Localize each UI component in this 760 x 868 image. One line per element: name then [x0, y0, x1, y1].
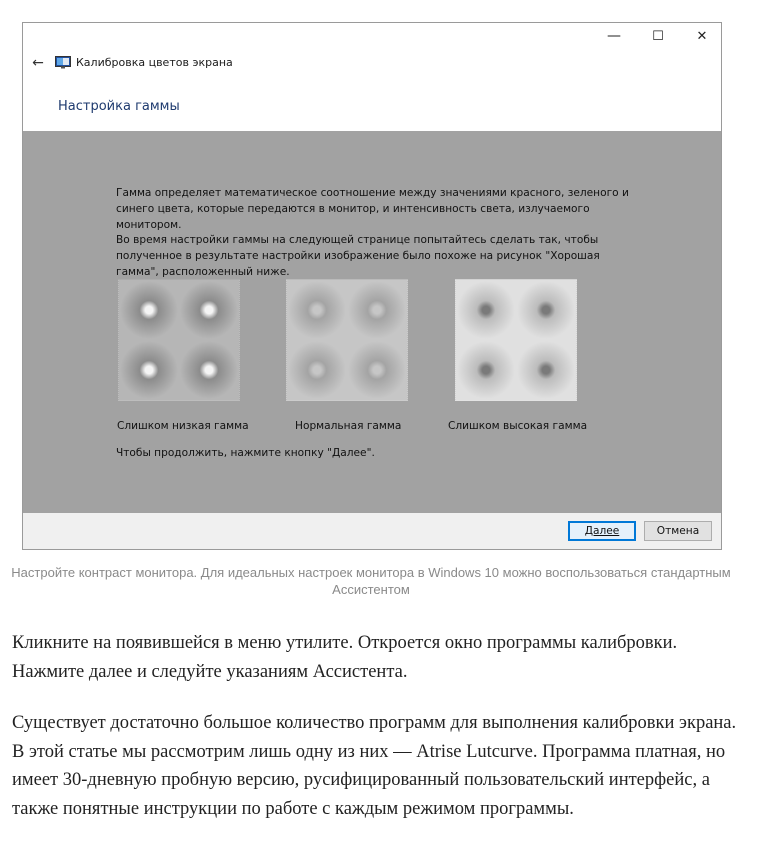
- nav-row: [23, 51, 721, 75]
- gamma-spot: [456, 340, 516, 400]
- minimize-icon[interactable]: —: [607, 28, 621, 44]
- maximize-icon[interactable]: ☐: [652, 28, 664, 44]
- app-title: Калибровка цветов экрана: [76, 56, 233, 69]
- gamma-spot: [456, 280, 516, 340]
- content-area: [23, 131, 721, 513]
- gamma-spot: [179, 340, 239, 400]
- calibration-window: [22, 22, 722, 550]
- intro-text: [116, 186, 636, 281]
- intro-paragraph: Во время настройки гаммы на следующей странице попытайтесь сделать так, чтобы полученное в результате настройки изображение было похоже на рисунок "Хорошая гамма", расположенный ниже.: [116, 234, 600, 278]
- gamma-spot: [516, 280, 576, 340]
- sample-label-low: Слишком низкая гамма: [117, 420, 249, 432]
- next-button[interactable]: [568, 521, 636, 541]
- back-arrow-icon[interactable]: ←: [32, 55, 44, 71]
- gamma-sample-low: [118, 279, 240, 401]
- article-paragraph-1: Кликните на появившейся в меню утилите. Откроется окно программы калибровки. Нажмите далее и следуйте указаниям Ассистента.: [12, 633, 678, 682]
- next-button-label: Далее: [584, 525, 620, 537]
- cancel-button[interactable]: [644, 521, 712, 541]
- gamma-spot: [516, 340, 576, 400]
- gamma-sample-normal: [286, 279, 408, 401]
- image-caption: Настройте контраст монитора. Для идеальных настроек монитора в Windows 10 можно воспользоваться стандартным Ассистентом: [11, 565, 731, 597]
- gamma-spot: [347, 280, 407, 340]
- gamma-spot: [287, 340, 347, 400]
- continue-instruction: Чтобы продолжить, нажмите кнопку "Далее".: [116, 447, 375, 459]
- title-bar: [23, 23, 721, 49]
- intro-paragraph: Гамма определяет математическое соотношение между значениями красного, зеленого и синего цвета, которые передаются в монитор, и интенсивность света, излучаемого монитором.: [116, 187, 629, 231]
- gamma-spot: [179, 280, 239, 340]
- page-heading: Настройка гаммы: [58, 99, 180, 114]
- dialog-footer: [23, 513, 721, 550]
- gamma-spot: [119, 280, 179, 340]
- gamma-spot: [119, 340, 179, 400]
- sample-label-high: Слишком высокая гамма: [448, 420, 588, 432]
- sample-label-normal: Нормальная гамма: [295, 420, 402, 432]
- close-icon[interactable]: ✕: [696, 28, 708, 44]
- monitor-icon: [55, 56, 71, 69]
- gamma-spot: [347, 340, 407, 400]
- gamma-spot: [287, 280, 347, 340]
- article-paragraph-2: Существует достаточно большое количество программ для выполнения калибровки экрана. В этой статье мы рассмотрим лишь одну из них — Atrise Lutcurve. Программа платная, но имеет 30-дневную пробную версию, русифицированный пользовательский интерфейс, а также понятные инструкции по работе с каждым режимом программы.: [12, 713, 737, 819]
- cancel-button-label: Отмена: [656, 525, 700, 537]
- gamma-sample-high: [455, 279, 577, 401]
